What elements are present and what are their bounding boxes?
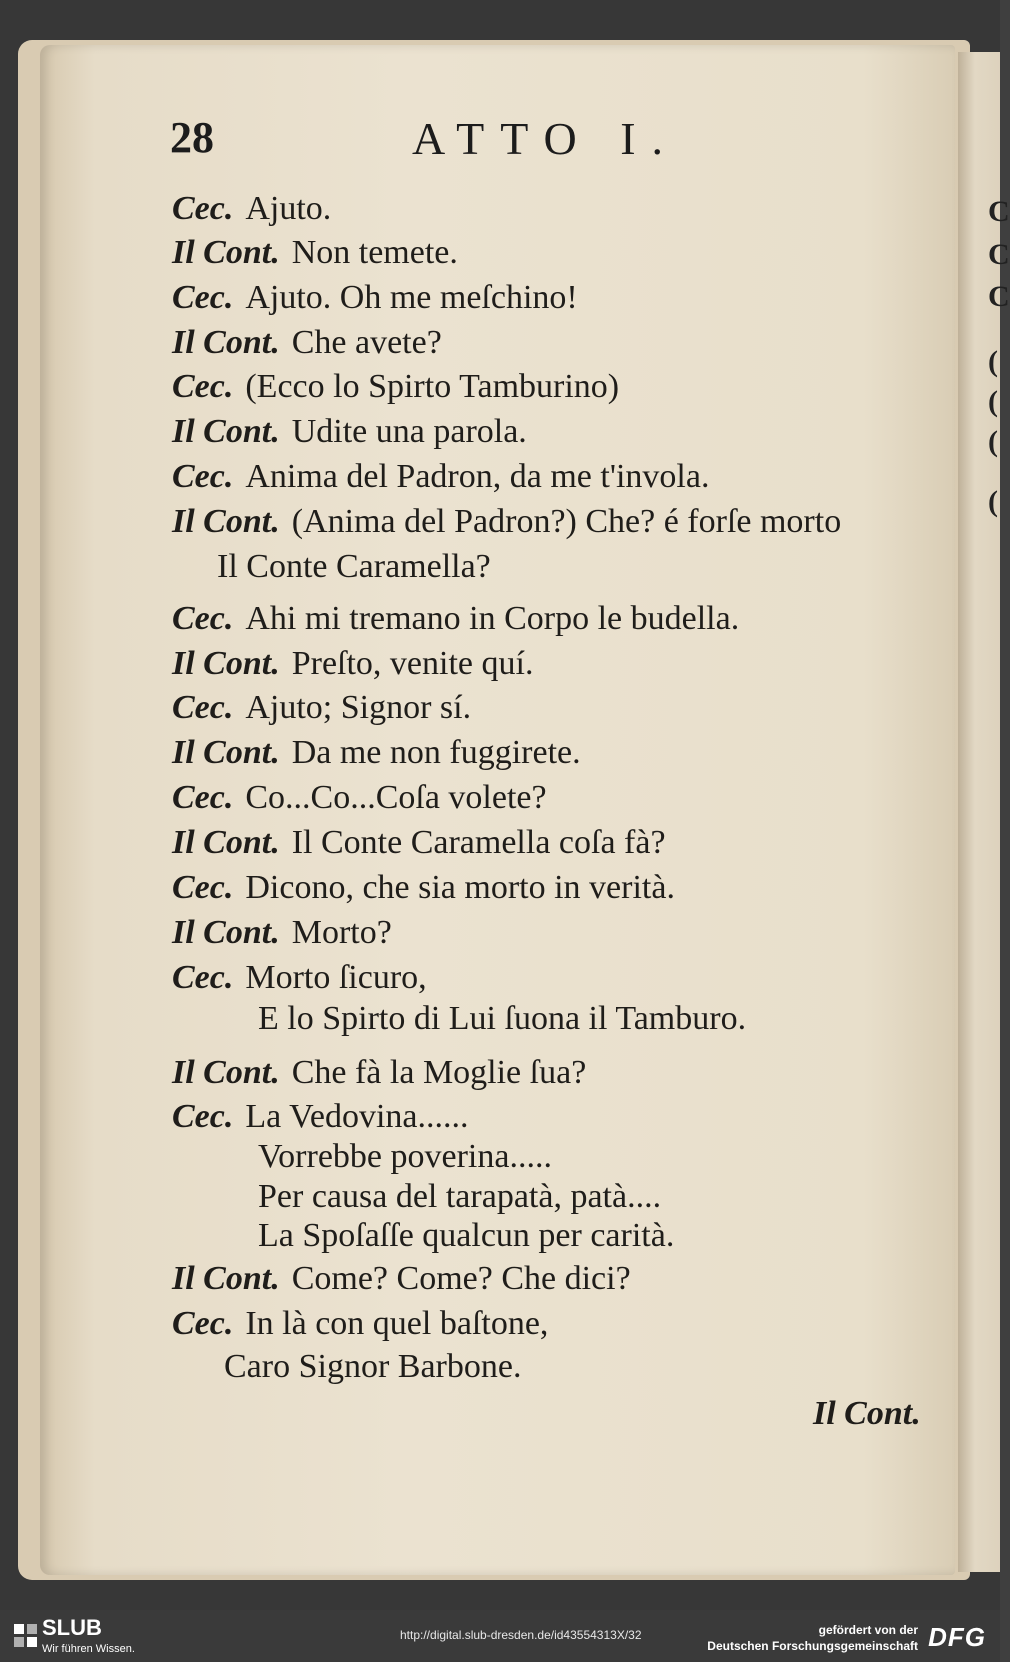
viewer-footer (0, 1610, 1000, 1662)
speaker-name: Il Cont. (172, 734, 280, 771)
line-text: Preſto, venite quí. (291, 645, 534, 682)
dialogue-line (224, 1348, 521, 1386)
speaker-name: Il Cont. (172, 1260, 280, 1297)
dialogue-line (172, 279, 578, 317)
dialogue-line (172, 869, 675, 907)
dialogue-line (258, 1138, 552, 1176)
speaker-name: Il Cont. (172, 914, 280, 951)
line-text: Il Conte Caramella? (217, 548, 491, 585)
speaker-name: Il Cont. (172, 645, 280, 682)
line-text: Morto? (291, 914, 392, 951)
facing-page-glyph: ( (988, 425, 998, 458)
dialogue-line (172, 190, 331, 228)
line-text: Ajuto. (245, 190, 332, 227)
speaker-name: Il Cont. (172, 324, 280, 361)
line-text: (Ecco lo Spirto Tamburino) (245, 368, 620, 405)
facing-page-glyph: C (988, 280, 1010, 313)
dialogue-line (172, 458, 709, 496)
line-text: Che avete? (291, 324, 442, 361)
dialogue-line (258, 1178, 661, 1216)
speaker-name: Il Cont. (172, 503, 280, 540)
dialogue-line (258, 1217, 674, 1255)
line-text: Ajuto. Oh me meſchino! (245, 279, 578, 316)
facing-page-glyph: ( (988, 345, 998, 378)
dfg-logo: DFG (928, 1622, 986, 1652)
speaker-name: Il Cont. (172, 234, 280, 271)
dialogue-line (172, 234, 458, 272)
line-text: Non temete. (291, 234, 458, 271)
dialogue-line (258, 1000, 746, 1038)
facing-page-glyph: ( (988, 385, 998, 418)
page-header (170, 112, 690, 172)
dialogue-line (172, 914, 392, 952)
dialogue-line (172, 600, 739, 638)
dialogue-line (172, 779, 547, 817)
line-text: La Vedovina...... (245, 1098, 469, 1135)
line-text: La Spoſaſſe qualcun per carità. (258, 1217, 675, 1254)
slub-logo-icon (12, 1622, 40, 1650)
dialogue-line (172, 645, 533, 683)
dialogue-line (172, 368, 619, 406)
facing-page-glyph: ( (988, 485, 998, 518)
line-text: Il Conte Caramella coſa fà? (291, 824, 666, 861)
facing-page-glyph: C (988, 238, 1010, 271)
line-text: Che fà la Moglie ſua? (291, 1054, 587, 1091)
dialogue-line (172, 413, 527, 451)
speaker-name: Cec. (172, 368, 234, 405)
funding-note (707, 1622, 918, 1654)
speaker-name: Cec. (172, 1305, 234, 1342)
line-text: (Anima del Padron?) Che? é forſe morto (291, 503, 842, 540)
speaker-name: Cec. (172, 1098, 234, 1135)
line-text: Udite una parola. (291, 413, 527, 450)
dialogue-line (217, 548, 491, 586)
line-text: Ajuto; Signor sí. (245, 689, 472, 726)
dialogue-line (172, 734, 581, 772)
dialogue-line (172, 824, 666, 862)
line-text: Come? Come? Che dici? (291, 1260, 631, 1297)
catchword: Il Cont. (813, 1395, 921, 1432)
speaker-name: Cec. (172, 600, 234, 637)
speaker-name: Cec. (172, 779, 234, 816)
line-text: Vorrebbe poverina..... (258, 1138, 552, 1175)
funding-line: gefördert von der (818, 1623, 918, 1637)
dialogue-line (172, 1098, 469, 1136)
line-text: Caro Signor Barbone. (224, 1348, 522, 1385)
speaker-name: Il Cont. (172, 413, 280, 450)
dialogue-line (172, 503, 841, 541)
dialogue-line (172, 324, 442, 362)
dialogue-line (172, 1054, 586, 1092)
running-head: ATTO I. (412, 113, 680, 164)
page-number: 28 (170, 113, 214, 162)
library-slogan: Wir führen Wissen. (42, 1643, 135, 1655)
line-text: Dicono, che sia morto in verità. (245, 869, 675, 906)
speaker-name: Cec. (172, 959, 234, 996)
library-name: SLUB (42, 1615, 102, 1640)
speaker-name: Il Cont. (172, 824, 280, 861)
line-text: Co...Co...Coſa volete? (245, 779, 547, 816)
facing-page-glyph: C (988, 195, 1010, 228)
line-text: Per causa del tarapatà, patà.... (258, 1178, 662, 1215)
speaker-name: Cec. (172, 279, 234, 316)
speaker-name: Cec. (172, 869, 234, 906)
line-text: Morto ſicuro, (245, 959, 427, 996)
dialogue-line (172, 689, 471, 727)
funding-line: Deutschen Forschungsgemeinschaft (707, 1639, 918, 1653)
speaker-name: Cec. (172, 689, 234, 726)
line-text: Ahi mi tremano in Corpo le budella. (245, 600, 740, 637)
permalink[interactable]: http://digital.slub-dresden.de/id43554313X/32 (400, 1628, 642, 1642)
dialogue-line (172, 959, 427, 997)
dialogue-line (172, 1260, 631, 1298)
speaker-name: Il Cont. (172, 1054, 280, 1091)
line-text: In là con quel baſtone, (245, 1305, 549, 1342)
dialogue-line (172, 1305, 548, 1343)
line-text: Anima del Padron, da me t'invola. (245, 458, 710, 495)
speaker-name: Cec. (172, 458, 234, 495)
line-text: E lo Spirto di Lui ſuona il Tamburo. (258, 1000, 747, 1037)
line-text: Da me non fuggirete. (291, 734, 581, 771)
speaker-name: Cec. (172, 190, 234, 227)
